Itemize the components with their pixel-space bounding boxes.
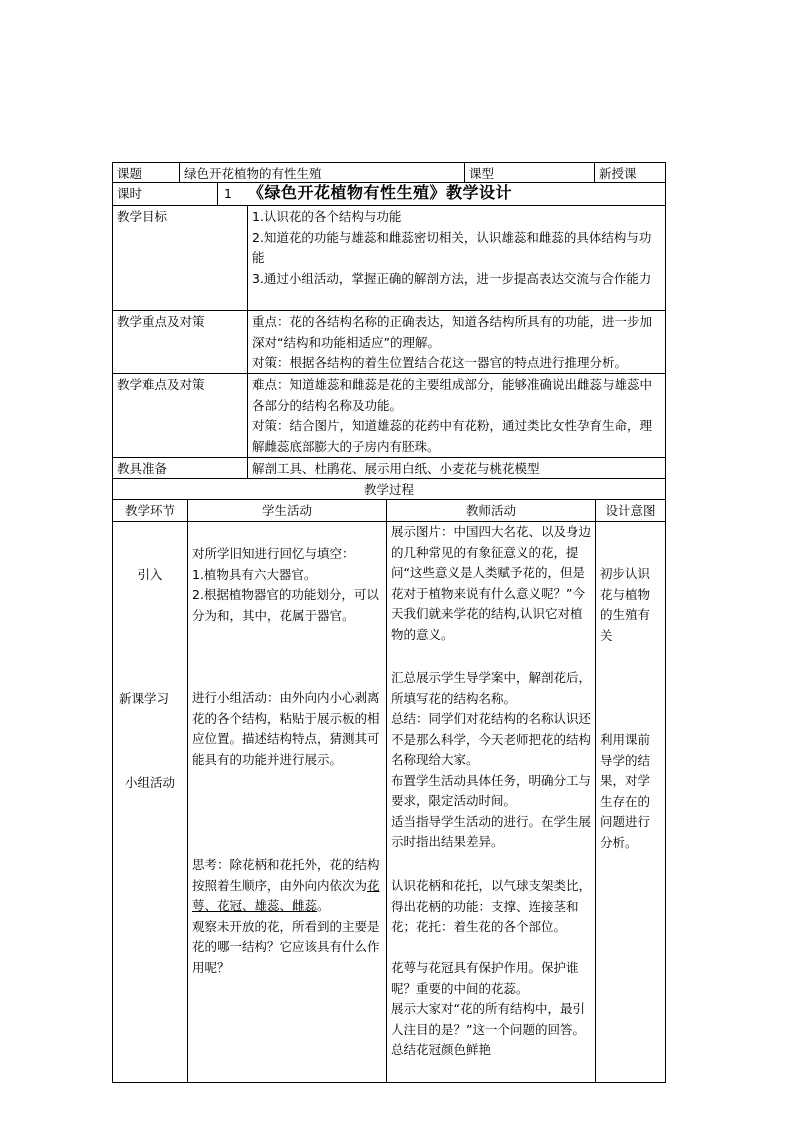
student-think (192, 855, 380, 917)
hours-value: 1 (217, 182, 666, 206)
difficulty-strategy: 对策：结合图片，知道雄蕊的花药中有花粉，通过类比女性孕育生命，理解雌蕊底部膨大的子房内有胚珠。 (252, 418, 653, 454)
label-key-points: 教学重点及对策 (112, 310, 248, 374)
student-think-answer: 花萼、花冠、雄蕊、雌蕊 (192, 877, 380, 913)
tools-content: 解剖工具、杜鹃花、展示用白纸、小麦花与桃花模型 (247, 457, 666, 479)
label-tools: 教具准备 (112, 457, 248, 479)
type-value: 新授课 (594, 162, 666, 183)
key-point-strategy: 对策：根据各结构的着生位置结合花这一器官的特点进行推理分析。 (252, 355, 628, 370)
stage-column (112, 521, 188, 1083)
teacher-text: 布置学生活动具体任务，明确分工与要求，限定活动时间。 (391, 772, 592, 808)
col-header-stage: 教学环节 (112, 499, 188, 522)
key-point-text: 重点：花的各结构名称的正确表达，知道各结构所具有的功能，进一步加深对“结构和功能相适应”的理解。 (252, 314, 653, 350)
student-group-task: 进行小组活动：由外向内小心剥离花的各个结构，粘贴于展示板的相应位置。描述结构特点，猜测其可能具有的功能并进行展示。 (192, 690, 380, 767)
key-points-content (247, 310, 666, 374)
student-text: 1.植物具有六大器官。 (192, 566, 317, 582)
col-header-intent: 设计意图 (595, 499, 666, 522)
goal-item: 1.认识花的各个结构与功能 (252, 209, 402, 224)
student-think-prefix: 思考：除花柄和花托外，花的结构按照着生顺序，由外向内依次为 (192, 857, 380, 893)
teacher-column (386, 521, 596, 1083)
teacher-protect-block (391, 958, 591, 1061)
label-goals: 教学目标 (112, 205, 248, 311)
col-header-teacher: 教师活动 (386, 499, 596, 522)
intent-analysis: 利用课前导学的结果，对学生存在的问题进行分析。 (600, 732, 651, 850)
student-column (187, 521, 387, 1083)
goal-item: 2.知道花的功能与雄蕊和雌蕊密切相关，认识雄蕊和雌蕊的具体结构与功能 (252, 229, 652, 265)
teacher-lesson-block (391, 668, 591, 853)
goals-content (247, 205, 666, 311)
student-intro-block (192, 544, 380, 626)
document-title: 《绿色开花植物有性生殖》教学设计 (248, 183, 513, 202)
student-text: 2.根据植物器官的功能划分，可以分为和，其中，花属于器官。 (192, 587, 379, 623)
process-heading: 教学过程 (112, 478, 666, 500)
teacher-text: 花萼与花冠具有保护作用。保护谁呢？重要的中间的花蕊。 (391, 960, 579, 996)
student-think-suffix: 。 (317, 898, 330, 913)
intent-intro: 初步认识花与植物的生殖有关 (600, 566, 651, 643)
teacher-text: 汇总展示学生导学案中，解剖花后，所填写花的结构名称。 (391, 670, 592, 706)
stage-intro: 引入 (137, 567, 163, 582)
difficulties-content (247, 373, 666, 458)
label-topic: 课题 (112, 162, 180, 183)
stage-group-activity: 小组活动 (125, 775, 176, 790)
goal-item: 3.通过小组活动，掌握正确的解剖方法，进一步提高表达交流与合作能力 (252, 270, 652, 286)
student-think-block (192, 855, 380, 978)
label-hours: 课时 (112, 182, 218, 206)
stage-new-lesson: 新课学习 (119, 691, 170, 706)
label-difficulties: 教学难点及对策 (112, 373, 248, 458)
teacher-text: 展示大家对“花的所有结构中，最引人注目的是？”这一个问题的回答。 总结花冠颜色鲜艳 (391, 1001, 592, 1057)
topic-value: 绿色开花植物的有性生殖 (179, 162, 465, 183)
teacher-text: 适当指导学生活动的进行。在学生展示时指出结果差异。 (391, 813, 592, 849)
intent-column (595, 521, 666, 1083)
student-text: 对所学旧知进行回忆与填空： (192, 546, 355, 561)
teacher-text: 总结：同学们对花结构的名称认识还不是那么科学，今天老师把花的结构名称现给大家。 (391, 711, 592, 767)
teacher-intro: 展示图片：中国四大名花、以及身边的几种常见的有象征意义的花，提问“这些意义是人类赋予花的，但是花对于植物来说有什么意义呢？”今天我们就来学花的结构,认识它对植物的意义。 (391, 524, 592, 642)
teacher-receptacle: 认识花柄和花托，以气球支架类比，得出花柄的功能：支撑、连接茎和花；花托：着生花的各个部位。 (391, 878, 592, 934)
difficulty-text: 难点：知道雄蕊和雌蕊是花的主要组成部分，能够准确说出雌蕊与雄蕊中各部分的结构名称及功能。 (252, 377, 653, 413)
student-observe: 观察未开放的花，所看到的主要是花的哪一结构？它应该具有什么作用呢？ (192, 918, 380, 975)
col-header-student: 学生活动 (187, 499, 387, 522)
label-type: 课型 (464, 162, 595, 183)
